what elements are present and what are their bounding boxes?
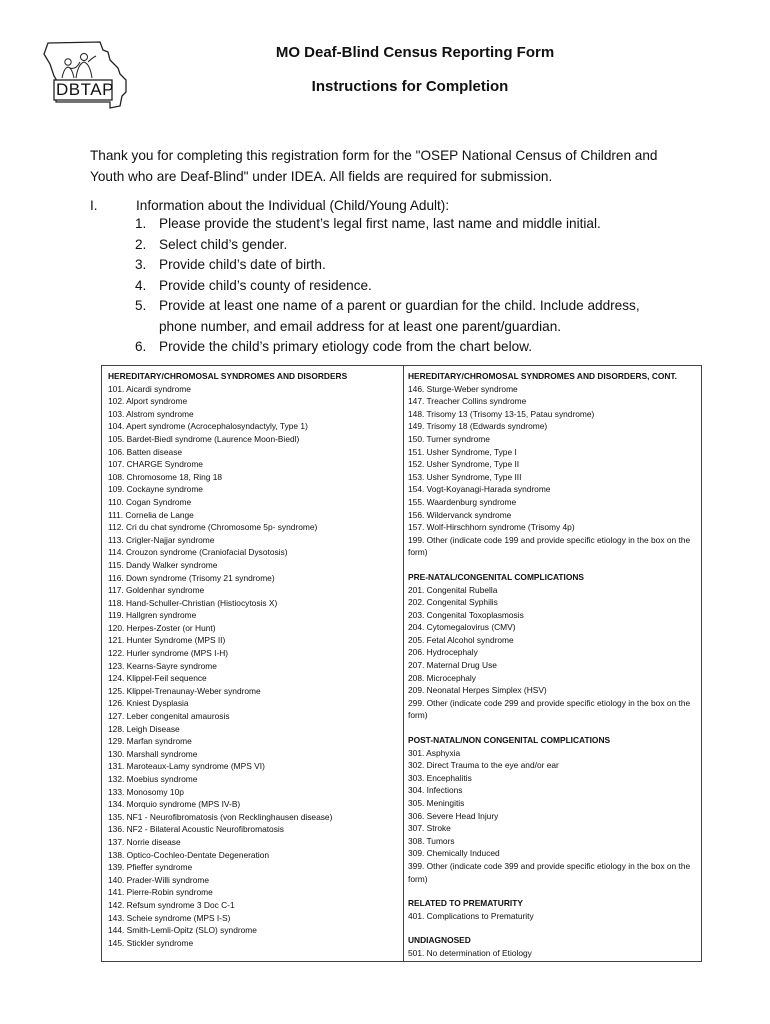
etiology-code-item: 111. Cornelia de Lange bbox=[108, 509, 194, 520]
etiology-code-item: 115. Dandy Walker syndrome bbox=[108, 559, 218, 570]
column-divider bbox=[403, 366, 404, 961]
etiology-code-item: 103. Alstrom syndrome bbox=[108, 408, 194, 419]
etiology-code-item: 142. Refsum syndrome 3 Doc C-1 bbox=[108, 899, 235, 910]
prenatal-header: PRE-NATAL/CONGENITAL COMPLICATIONS bbox=[408, 571, 585, 582]
etiology-code-item: 149. Trisomy 18 (Edwards syndrome) bbox=[408, 421, 548, 432]
codes-right-list bbox=[408, 383, 696, 559]
step-number: 2. bbox=[135, 236, 147, 252]
etiology-code-item: 124. Klippel-Feil sequence bbox=[108, 673, 207, 684]
etiology-code-item: 206. Hydrocephaly bbox=[408, 647, 478, 658]
step-item bbox=[135, 214, 675, 235]
etiology-code-item: 121. Hunter Syndrome (MPS II) bbox=[108, 635, 226, 646]
etiology-code-item: 203. Congenital Toxoplasmosis bbox=[408, 609, 524, 620]
step-text: Provide child’s county of residence. bbox=[159, 277, 372, 293]
etiology-code-item: 127. Leber congenital amaurosis bbox=[108, 711, 230, 722]
etiology-code-item: 105. Bardet-Biedl syndrome (Laurence Moon-Biedl) bbox=[108, 433, 300, 444]
etiology-code-item: 401. Complications to Prematurity bbox=[408, 910, 534, 921]
codes-left-header: HEREDITARY/CHROMOSAL SYNDROMES AND DISORDERS bbox=[108, 371, 348, 381]
step-item bbox=[135, 276, 675, 297]
etiology-code-item: 199. Other (indicate code 199 and provide specific etiology in the box on the form) bbox=[408, 534, 691, 558]
etiology-code-item: 150. Turner syndrome bbox=[408, 433, 490, 444]
etiology-code-chart bbox=[101, 365, 702, 962]
step-text: Select child’s gender. bbox=[159, 236, 288, 252]
prenatal-list bbox=[408, 584, 696, 723]
step-number: 1. bbox=[135, 216, 147, 231]
etiology-code-item: 302. Direct Trauma to the eye and/or ear bbox=[408, 760, 559, 771]
etiology-code-item: 132. Moebius syndrome bbox=[108, 774, 198, 784]
step-number: 4. bbox=[135, 277, 147, 293]
etiology-code-item: 102. Alport syndrome bbox=[108, 396, 188, 407]
postnatal-list bbox=[408, 747, 696, 886]
step-item bbox=[135, 296, 675, 337]
etiology-code-item: 145. Stickler syndrome bbox=[108, 937, 194, 948]
etiology-code-item: 109. Cockayne syndrome bbox=[108, 484, 203, 495]
step-item bbox=[135, 337, 675, 358]
step-number: 5. bbox=[135, 298, 147, 313]
etiology-code-item: 101. Aicardi syndrome bbox=[108, 383, 191, 394]
etiology-code-item: 202. Congenital Syphilis bbox=[408, 597, 498, 608]
etiology-code-item: 147. Treacher Collins syndrome bbox=[408, 396, 527, 407]
etiology-code-item: 136. NF2 - Bilateral Acoustic Neurofibromatosis bbox=[108, 824, 284, 835]
etiology-code-item: 143. Scheie syndrome (MPS I-S) bbox=[108, 912, 231, 923]
etiology-code-item: 108. Chromosome 18, Ring 18 bbox=[108, 471, 223, 482]
etiology-code-item: 117. Goldenhar syndrome bbox=[108, 585, 205, 596]
undiagnosed-list bbox=[408, 947, 696, 960]
etiology-code-item: 114. Crouzon syndrome (Craniofacial Dysotosis) bbox=[108, 547, 288, 558]
codes-left-list bbox=[108, 383, 398, 950]
step-number: 6. bbox=[135, 339, 147, 354]
etiology-code-item: 119. Hallgren syndrome bbox=[108, 610, 197, 621]
section-numeral: I. bbox=[90, 198, 98, 213]
instruction-steps bbox=[135, 214, 675, 358]
etiology-code-item: 140. Prader-Willi syndrome bbox=[108, 874, 209, 885]
step-item bbox=[135, 235, 675, 256]
etiology-code-item: 110. Cogan Syndrome bbox=[108, 496, 192, 507]
etiology-code-item: 306. Severe Head Injury bbox=[408, 810, 499, 821]
etiology-code-item: 104. Apert syndrome (Acrocephalosyndactyly, Type 1) bbox=[108, 421, 308, 432]
etiology-code-item: 139. Pfieffer syndrome bbox=[108, 862, 193, 873]
prematurity-header: RELATED TO PREMATURITY bbox=[408, 898, 523, 909]
etiology-code-item: 208. Microcephaly bbox=[408, 672, 476, 683]
etiology-code-item: 307. Stroke bbox=[408, 823, 451, 834]
etiology-code-item: 112. Cri du chat syndrome (Chromosome 5p- syndrome) bbox=[108, 522, 318, 533]
etiology-code-item: 131. Maroteaux-Lamy syndrome (MPS VI) bbox=[108, 761, 265, 772]
etiology-code-item: 107. CHARGE Syndrome bbox=[108, 459, 203, 470]
etiology-code-item: 123. Kearns-Sayre syndrome bbox=[108, 660, 217, 671]
etiology-code-item: 148. Trisomy 13 (Trisomy 13-15, Patau syndrome) bbox=[408, 408, 595, 419]
etiology-code-item: 205. Fetal Alcohol syndrome bbox=[408, 634, 514, 645]
etiology-code-item: 308. Tumors bbox=[408, 835, 455, 846]
etiology-code-item: 106. Batten disease bbox=[108, 446, 183, 457]
etiology-code-item: 141. Pierre-Robin syndrome bbox=[108, 887, 213, 898]
etiology-code-item: 122. Hurler syndrome (MPS I-H) bbox=[108, 648, 229, 659]
page-title: MO Deaf-Blind Census Reporting Form bbox=[275, 44, 555, 61]
step-item bbox=[135, 255, 675, 276]
etiology-code-item: 130. Marshall syndrome bbox=[108, 748, 198, 759]
etiology-code-item: 138. Optico-Cochleo-Dentate Degeneration bbox=[108, 849, 270, 860]
etiology-code-item: 501. No determination of Etiology bbox=[408, 947, 532, 958]
etiology-code-item: 156. Wildervanck syndrome bbox=[408, 509, 512, 520]
codes-right-column bbox=[408, 370, 696, 960]
postnatal-header: POST-NATAL/NON CONGENITAL COMPLICATIONS bbox=[408, 735, 611, 746]
page-subtitle: Instructions for Completion bbox=[311, 78, 509, 95]
etiology-code-item: 303. Encephalitis bbox=[408, 772, 472, 783]
etiology-code-item: 301. Asphyxia bbox=[408, 747, 461, 758]
etiology-code-item: 134. Morquio syndrome (MPS IV-B) bbox=[108, 799, 241, 810]
etiology-code-item: 133. Monosomy 10p bbox=[108, 786, 184, 797]
etiology-code-item: 126. Kniest Dysplasia bbox=[108, 698, 189, 709]
section-heading-text: Information about the Individual (Child/Young Adult): bbox=[136, 198, 450, 213]
etiology-code-item: 137. Norrie disease bbox=[108, 836, 181, 847]
logo-text: DBTAP bbox=[56, 80, 114, 99]
step-text: Provide child’s date of birth. bbox=[159, 257, 326, 272]
etiology-code-item: 154. Vogt-Koyanagi-Harada syndrome bbox=[408, 484, 551, 495]
etiology-code-item: 204. Cytomegalovirus (CMV) bbox=[408, 622, 516, 633]
etiology-code-item: 118. Hand-Schuller-Christian (Histiocytosis X) bbox=[108, 597, 278, 608]
section-heading bbox=[90, 195, 690, 216]
prematurity-list bbox=[408, 910, 696, 923]
intro-paragraph: Thank you for completing this registration form for the "OSEP National Census of Children and Youth who are Deaf-Blind" under IDEA. All fields are required for submission. bbox=[90, 148, 658, 184]
etiology-code-item: 125. Klippel-Trenaunay-Weber syndrome bbox=[108, 685, 261, 696]
etiology-code-item: 152. Usher Syndrome, Type II bbox=[408, 459, 520, 470]
etiology-code-item: 155. Waardenburg syndrome bbox=[408, 496, 517, 507]
etiology-code-item: 128. Leigh Disease bbox=[108, 723, 180, 734]
etiology-code-item: 120. Herpes-Zoster (or Hunt) bbox=[108, 622, 216, 633]
step-number: 3. bbox=[135, 257, 147, 272]
etiology-code-item: 116. Down syndrome (Trisomy 21 syndrome) bbox=[108, 572, 275, 583]
step-text: Provide at least one name of a parent or guardian for the child. Include address, phone number, and email address for at least one parent/guardian. bbox=[159, 298, 640, 334]
etiology-code-item: 399. Other (indicate code 399 and provide specific etiology in the box on the form) bbox=[408, 860, 691, 884]
etiology-code-item: 207. Maternal Drug Use bbox=[408, 660, 497, 671]
undiagnosed-header: UNDIAGNOSED bbox=[408, 935, 471, 946]
etiology-code-item: 144. Smith-Lemli-Opitz (SLO) syndrome bbox=[108, 925, 257, 936]
etiology-code-item: 201. Congenital Rubella bbox=[408, 584, 498, 595]
etiology-code-item: 135. NF1 - Neurofibromatosis (von Recklinghausen disease) bbox=[108, 811, 333, 822]
step-text: Please provide the student’s legal first name, last name and middle initial. bbox=[159, 216, 601, 231]
etiology-code-item: 129. Marfan syndrome bbox=[108, 736, 192, 747]
step-text: Provide the child’s primary etiology code from the chart below. bbox=[159, 339, 533, 354]
etiology-code-item: 299. Other (indicate code 299 and provide specific etiology in the box on the form) bbox=[408, 697, 691, 721]
etiology-code-item: 151. Usher Syndrome, Type I bbox=[408, 446, 517, 457]
etiology-code-item: 113. Crigler-Najjar syndrome bbox=[108, 534, 215, 545]
etiology-code-item: 146. Sturge-Weber syndrome bbox=[408, 383, 518, 394]
etiology-code-item: 305. Meningitis bbox=[408, 798, 465, 808]
codes-left-column bbox=[108, 370, 398, 949]
etiology-code-item: 309. Chemically Induced bbox=[408, 848, 500, 859]
etiology-code-item: 153. Usher Syndrome, Type III bbox=[408, 471, 522, 482]
etiology-code-item: 157. Wolf-Hirschhorn syndrome (Trisomy 4p) bbox=[408, 522, 575, 533]
etiology-code-item: 209. Neonatal Herpes Simplex (HSV) bbox=[408, 685, 547, 696]
etiology-code-item: 304. Infections bbox=[408, 785, 463, 796]
codes-right-header: HEREDITARY/CHROMOSAL SYNDROMES AND DISORDERS, CONT. bbox=[408, 371, 677, 381]
